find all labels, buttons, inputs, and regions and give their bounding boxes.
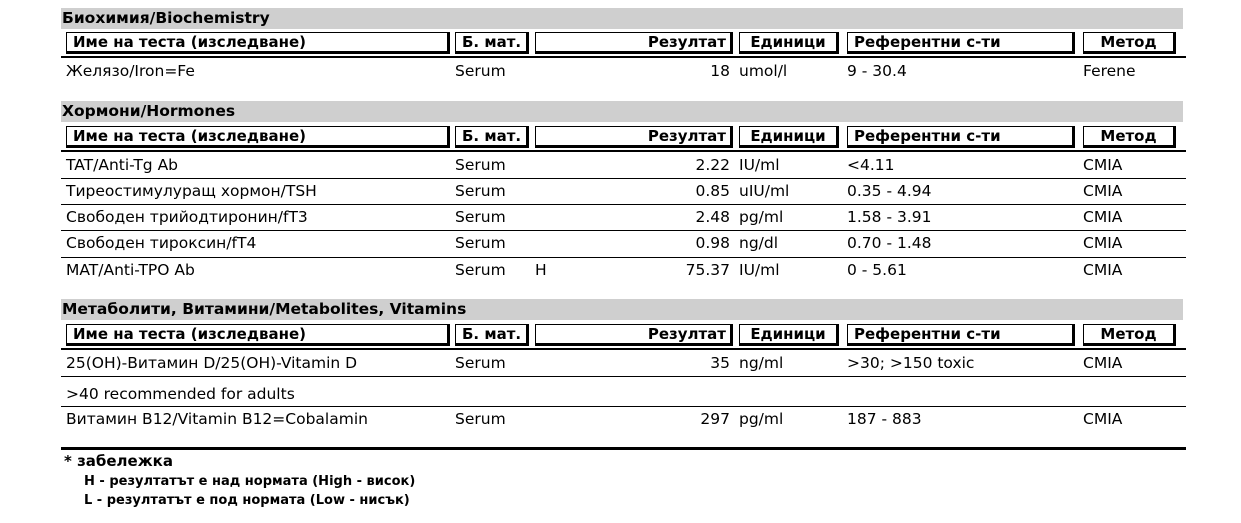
result-value: 2.22: [695, 156, 730, 174]
material: Serum: [455, 410, 506, 428]
reference-range: 187 - 883: [847, 410, 922, 428]
result-value: 0.85: [695, 182, 730, 200]
test-name: Желязо/Iron=Fe: [66, 62, 195, 80]
reference-range: 9 - 30.4: [847, 62, 907, 80]
reference-range: 1.58 - 3.91: [847, 208, 932, 226]
col-header-test: Име на теста (изследване): [66, 324, 450, 346]
col-header-material: Б. мат.: [455, 324, 529, 346]
result-value: 18: [710, 62, 730, 80]
result-value: 0.98: [695, 234, 730, 252]
units: pg/ml: [739, 410, 784, 428]
material: Serum: [455, 156, 506, 174]
test-name: 25(OH)-Витамин D/25(OH)-Vitamin D: [66, 354, 358, 372]
result-value: 35: [710, 354, 730, 372]
col-header-material: Б. мат.: [455, 126, 529, 148]
col-header-test: Име на теста (изследване): [66, 32, 450, 54]
col-header-units: Единици: [739, 126, 839, 148]
col-header-result: Резултат: [535, 324, 733, 346]
result-value: 2.48: [695, 208, 730, 226]
note-title: * забележка: [64, 452, 173, 470]
section-title-biochemistry: Биохимия/Biochemistry: [62, 9, 270, 27]
result-value: 75.37: [685, 261, 730, 279]
col-header-reference: Референтни с-ти: [847, 32, 1075, 54]
test-name: Витамин B12/Vitamin B12=Cobalamin: [66, 410, 368, 428]
test-name: TAT/Anti-Tg Ab: [66, 156, 179, 174]
units: uIU/ml: [739, 182, 790, 200]
col-header-reference: Референтни с-ти: [847, 324, 1075, 346]
result-value: 297: [700, 410, 730, 428]
material: Serum: [455, 354, 506, 372]
method: CMIA: [1083, 156, 1123, 174]
reference-range: 0 - 5.61: [847, 261, 907, 279]
units: umol/l: [739, 62, 788, 80]
reference-range: <4.11: [847, 156, 895, 174]
material: Serum: [455, 234, 506, 252]
method: CMIA: [1083, 410, 1123, 428]
flag: H: [535, 261, 547, 279]
col-header-method: Метод: [1083, 324, 1176, 346]
units: IU/ml: [739, 156, 780, 174]
note-low: L - резултатът е под нормата (Low - нисък): [84, 493, 410, 508]
reference-range: 0.35 - 4.94: [847, 182, 932, 200]
col-header-test: Име на теста (изследване): [66, 126, 450, 148]
col-header-reference: Референтни с-ти: [847, 126, 1075, 148]
method: CMIA: [1083, 261, 1123, 279]
units: IU/ml: [739, 261, 780, 279]
method: CMIA: [1083, 354, 1123, 372]
test-name: MAT/Anti-TPO Ab: [66, 261, 195, 279]
units: ng/ml: [739, 354, 784, 372]
reference-range: >30; >150 toxic: [847, 354, 975, 372]
test-name: Свободен тироксин/fT4: [66, 234, 257, 252]
note-high: H - резултатът е над нормата (High - висок): [84, 474, 416, 489]
reference-range: 0.70 - 1.48: [847, 234, 932, 252]
method: CMIA: [1083, 182, 1123, 200]
row-divider: [61, 178, 1186, 179]
method: Ferene: [1083, 62, 1136, 80]
col-header-method: Метод: [1083, 32, 1176, 54]
material: Serum: [455, 261, 506, 279]
method: CMIA: [1083, 208, 1123, 226]
section-title-metabolites-vitamins: Метаболити, Витамини/Metabolites, Vitamins: [62, 300, 467, 318]
bottom-rule: [61, 447, 1186, 450]
row-divider: [61, 230, 1186, 231]
units: ng/dl: [739, 234, 779, 252]
test-name: Тиреостимулуращ хормон/TSH: [66, 182, 317, 200]
col-header-method: Метод: [1083, 126, 1176, 148]
section-title-hormones: Хормони/Hormones: [62, 102, 236, 120]
material: Serum: [455, 62, 506, 80]
material: Serum: [455, 208, 506, 226]
header-rule: [61, 56, 1186, 58]
row-divider: [61, 204, 1186, 205]
row-divider: [61, 406, 1186, 407]
col-header-units: Единици: [739, 324, 839, 346]
col-header-result: Резултат: [535, 126, 733, 148]
header-rule: [61, 348, 1186, 350]
header-rule: [61, 150, 1186, 152]
units: pg/ml: [739, 208, 784, 226]
material: Serum: [455, 182, 506, 200]
col-header-result: Резултат: [535, 32, 733, 54]
row-divider: [61, 376, 1186, 377]
test-name: Свободен трийодтиронин/fT3: [66, 208, 308, 226]
col-header-units: Единици: [739, 32, 839, 54]
method: CMIA: [1083, 234, 1123, 252]
row-divider: [61, 257, 1186, 258]
comment-note: >40 recommended for adults: [66, 385, 295, 403]
col-header-material: Б. мат.: [455, 32, 529, 54]
